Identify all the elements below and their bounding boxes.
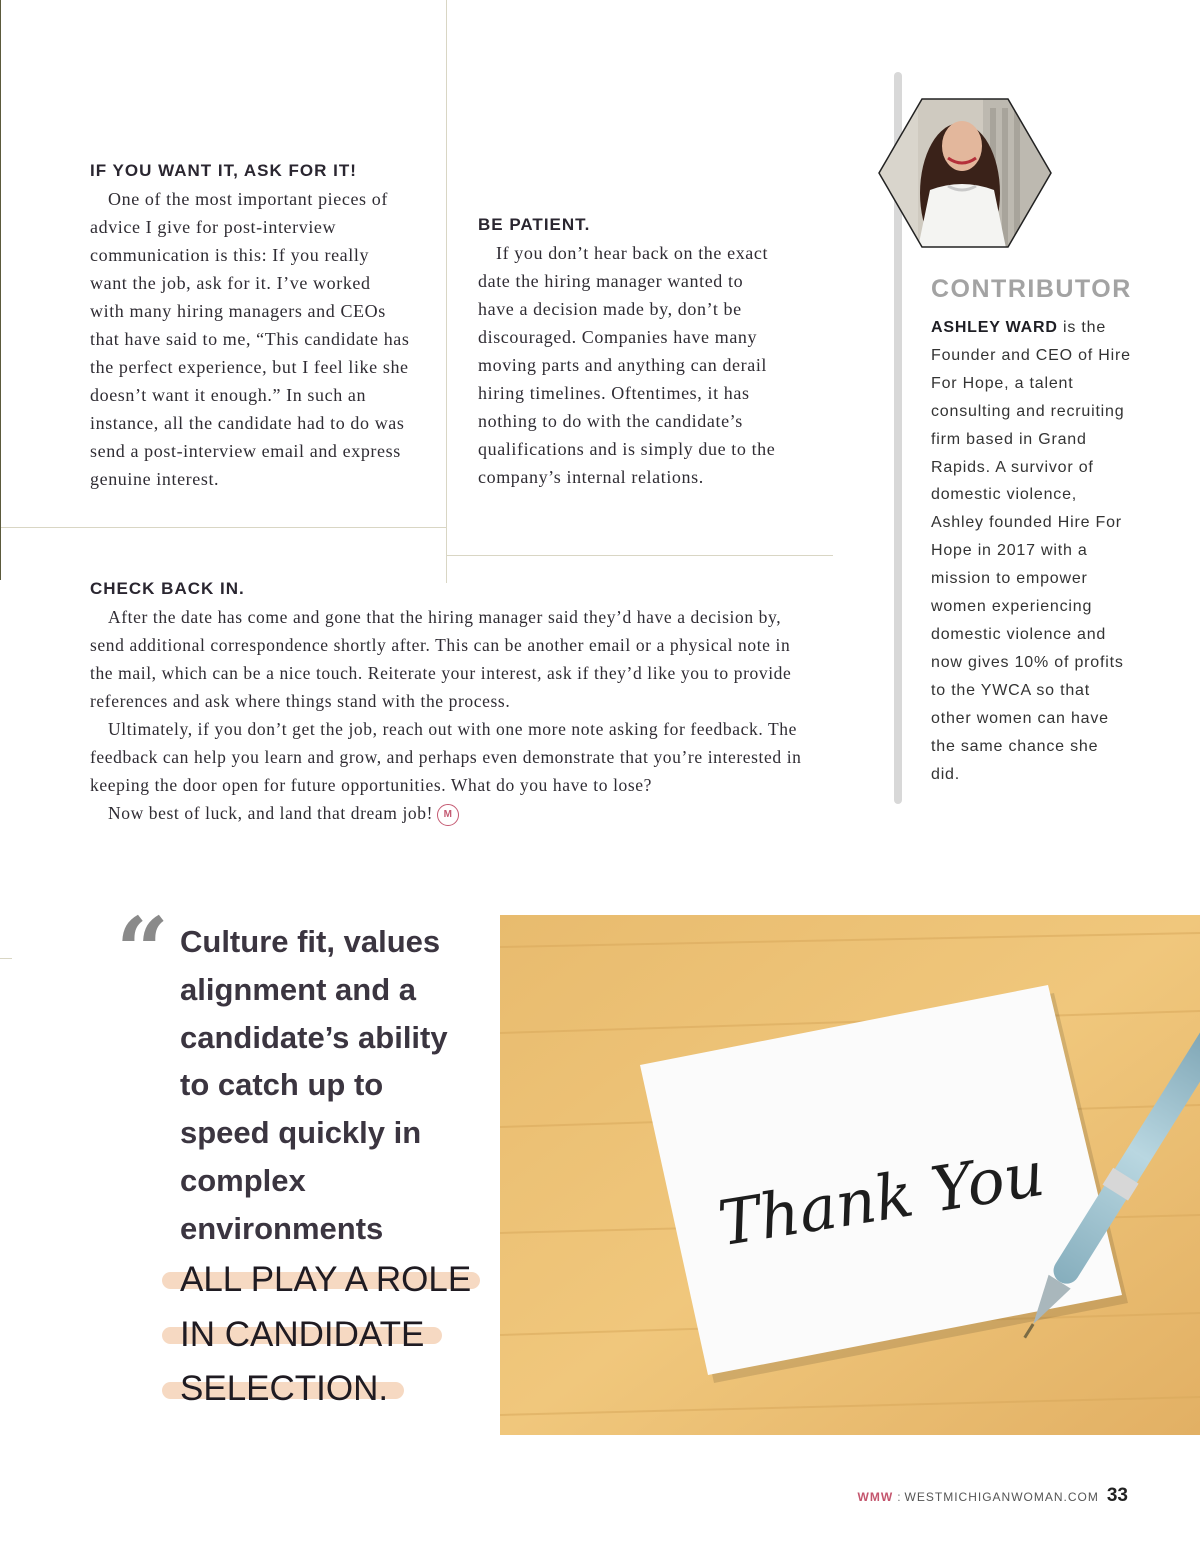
section-body-patient [478, 239, 778, 491]
section-body-check [90, 603, 812, 827]
page-edge-line [0, 0, 1, 580]
pull-quote-highlight-line: IN CANDIDATE [180, 1315, 425, 1354]
end-mark-icon: M [437, 804, 459, 826]
margin-tick [0, 958, 12, 959]
contributor-bio [931, 314, 1131, 788]
pull-quote-highlight-line: ALL PLAY A ROLE [180, 1260, 472, 1299]
footer-separator: : [897, 1490, 901, 1504]
quote-mark-icon: “ [116, 897, 169, 1005]
footer-brand: WMW [857, 1490, 894, 1504]
paragraph: If you don’t hear back on the exact date the hiring manager wanted to have a decision made by, don’t be discouraged. Companies have many moving parts and anything can derail hiring timelines. Oftentimes, it has nothing to do with the candidate’s qualifications and is simply due to the company’s internal relations. [478, 243, 776, 487]
pull-quote-highlight-line: SELECTION. [180, 1369, 389, 1408]
footer-website: WESTMICHIGANWOMAN.COM [904, 1490, 1099, 1504]
pull-quote-text: Culture fit, values alignment and a candidate’s ability to catch up to speed quickly in complex environments [180, 924, 448, 1246]
page-footer [858, 1485, 1128, 1507]
paragraph: After the date has come and gone that the hiring manager said they’d have a decision by, send additional correspondence shortly after. This can be another email or a physical note in the mail, which can be a nice touch. Reiterate your interest, ask if they’d like you to provide references and ask where things stand with the process. [90, 607, 792, 711]
paragraph: One of the most important pieces of advice I give for post-interview communication is this: If you really want the job, ask for it. I’ve worked with many hiring managers and CEOs that have said to me, “This candidate has the perfect experience, but I feel like she doesn’t want it enough.” In such an instance, all the candidate had to do was send a post-interview email and express genuine interest. [90, 189, 410, 489]
column-divider-lower [446, 527, 447, 583]
page-number: 33 [1106, 1485, 1128, 1506]
paragraph-closing [90, 799, 812, 827]
section-divider-right [446, 555, 833, 556]
section-heading-ask: IF YOU WANT IT, ASK FOR IT! [90, 161, 357, 180]
card-script-text: Thank You [713, 1136, 1050, 1261]
contributor-description: is the Founder and CEO of Hire For Hope, a talent consulting and recruiting firm based in Grand Rapids. A survivor of domestic violence, Ashley founded Hire For Hope in 2017 with a mission to empower women experiencing domestic violence and now gives 10% of profits to the YWCA so that other women can have the same chance she did. [931, 319, 1131, 783]
section-heading-patient: BE PATIENT. [478, 215, 591, 234]
column-divider-top [446, 0, 447, 555]
section-heading-check: CHECK BACK IN. [90, 579, 245, 598]
thank-you-card-photo [500, 915, 1200, 1435]
paragraph: Ultimately, if you don’t get the job, reach out with one more note asking for feedback. The feedback can help you learn and grow, and perhaps even demonstrate that you’re interested in keeping the door open for future opportunities. What do you have to lose? [90, 719, 802, 795]
contributor-portrait [878, 98, 1052, 248]
contributor-name: ASHLEY WARD [931, 319, 1058, 336]
closing-text: Now best of luck, and land that dream job! [108, 803, 434, 823]
section-body-ask [90, 185, 410, 493]
column-divider-left [0, 527, 447, 528]
contributor-label: CONTRIBUTOR [931, 275, 1132, 303]
